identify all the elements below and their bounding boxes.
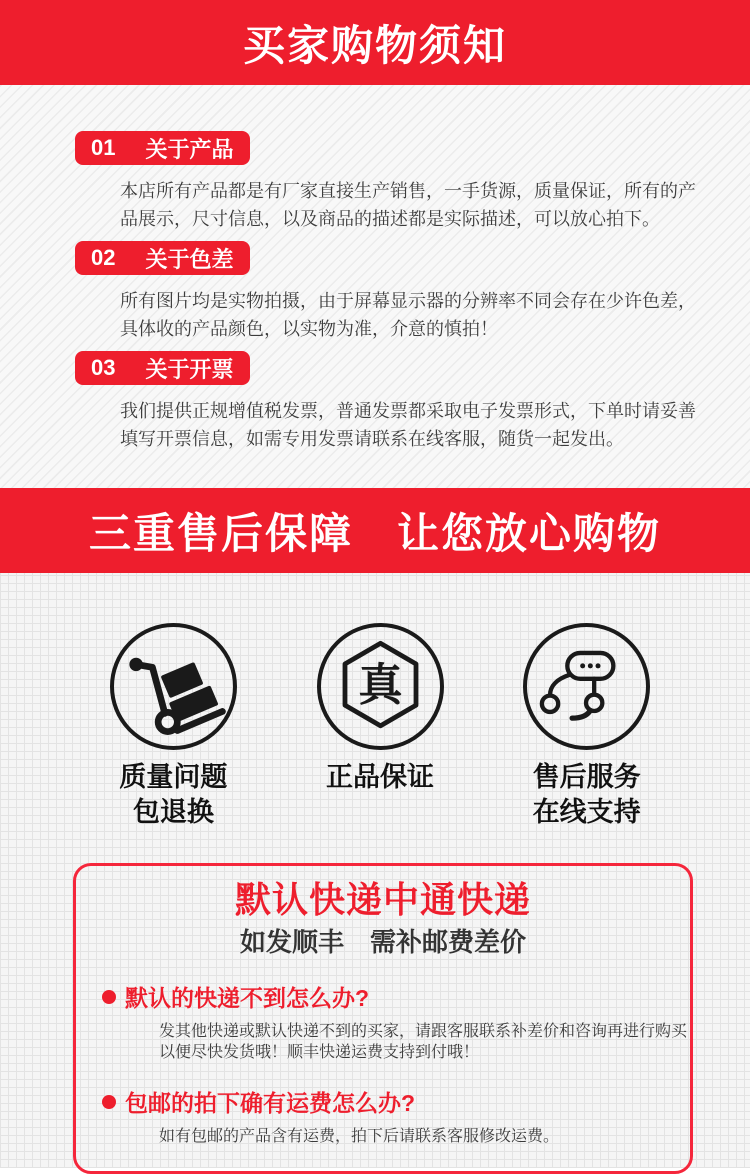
page-header — [0, 0, 750, 85]
feature-quality-return — [70, 623, 277, 830]
notice-about-product — [75, 131, 750, 241]
notice-about-color — [75, 241, 750, 351]
notice-number: 02 — [91, 245, 116, 270]
notice-title: 关于色差 — [145, 246, 234, 272]
shipping-info-box — [73, 863, 693, 1174]
notice-about-invoice — [75, 351, 750, 461]
faq-question-text: 默认的快递不到怎么办? — [125, 985, 370, 1011]
notice-number: 01 — [91, 135, 116, 160]
faq-question-text: 包邮的拍下确有运费怎么办? — [125, 1090, 416, 1116]
notice-label — [75, 241, 250, 275]
feature-label — [533, 760, 641, 830]
shipping-faq-free-shipping — [102, 1085, 690, 1147]
faq-answer: 如有包邮的产品含有运费，拍下后请联系客服修改运费。 — [159, 1128, 560, 1145]
hand-truck-icon — [110, 623, 237, 750]
headset-icon — [523, 623, 650, 750]
features-row — [0, 623, 750, 830]
notice-title: 关于开票 — [145, 356, 234, 382]
notice-body: 本店所有产品都是有厂家直接生产销售，一手货源，质量保证，所有的产品展示，尺寸信息，以及商品的描述都是实际描述，可以放心拍下。 — [120, 181, 696, 229]
feature-label-line1: 正品保证 — [326, 762, 434, 792]
guarantee-banner — [0, 488, 750, 573]
notice-body: 我们提供正规增值税发票，普通发票都采取电子发票形式，下单时请妥善填写开票信息，如需专用发票请联系在线客服，随货一起发出。 — [120, 401, 696, 449]
feature-genuine — [277, 623, 484, 830]
feature-label — [119, 760, 227, 830]
shipping-faq-default-courier — [102, 980, 690, 1063]
notice-body: 所有图片均是实物拍摄，由于屏幕显示器的分辨率不同会存在少许色差，具体收的产品颜色，以实物为准，介意的慎拍！ — [120, 291, 696, 339]
faq-question — [102, 980, 690, 1013]
genuine-seal-icon — [317, 623, 444, 750]
bullet-dot-icon — [102, 990, 116, 1004]
feature-label-line2: 包退换 — [132, 797, 214, 827]
notices-section — [0, 85, 750, 488]
notice-label — [75, 351, 250, 385]
notice-label — [75, 131, 250, 165]
guarantee-title: 三重售后保障 让您放心购物 — [88, 509, 661, 557]
feature-label — [326, 760, 434, 795]
feature-label-line1: 售后服务 — [532, 762, 641, 792]
feature-label-line2: 在线支持 — [532, 797, 641, 827]
faq-question — [102, 1085, 690, 1118]
service-section — [0, 573, 750, 1168]
bullet-dot-icon — [102, 1095, 116, 1109]
notice-title: 关于产品 — [145, 136, 234, 162]
genuine-badge-char: 真 — [357, 659, 403, 711]
shipping-title: 默认快递中通快递 — [234, 879, 531, 920]
shipping-subtitle: 如发顺丰 需补邮费差价 — [239, 927, 526, 957]
feature-after-sales — [483, 623, 690, 830]
feature-label-line1: 质量问题 — [119, 762, 228, 792]
notice-number: 03 — [91, 355, 116, 380]
page-title: 买家购物须知 — [242, 21, 507, 69]
faq-answer: 发其他快递或默认快递不到的买家，请跟客服联系补差价和咨询再进行购买以便尽快发货哦！顺丰快递运费支持到付哦！ — [159, 1023, 688, 1061]
